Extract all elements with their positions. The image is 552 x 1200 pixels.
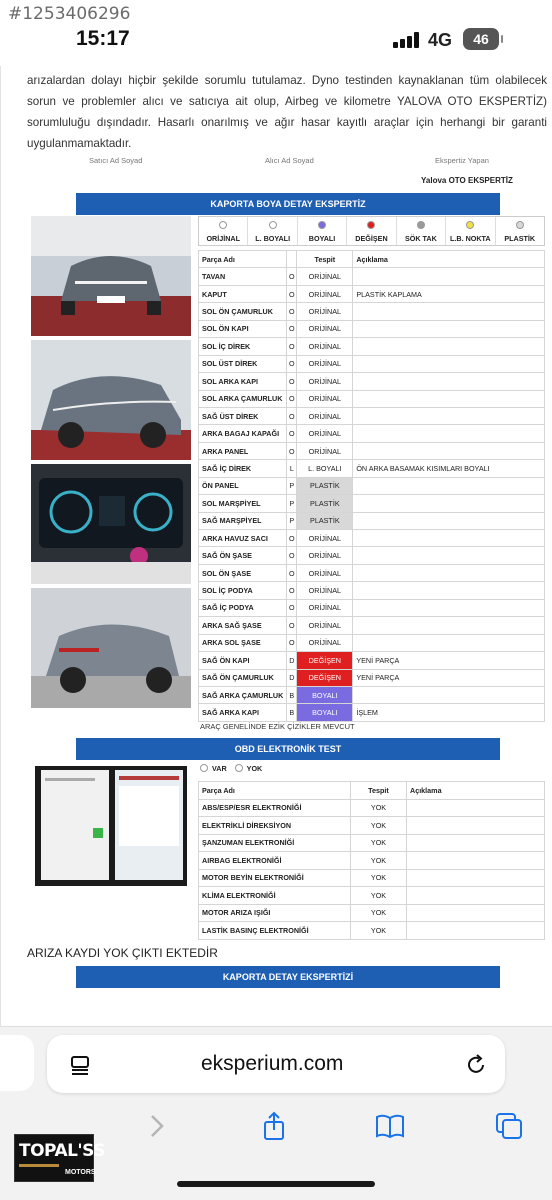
- legend-dot-icon: [417, 221, 425, 229]
- legend-dot-icon: [318, 221, 326, 229]
- general-note: ARAÇ GENELİNDE EZİK ÇİZİKLER MEVCUT: [200, 722, 355, 731]
- share-icon[interactable]: [259, 1111, 289, 1141]
- part-code: O: [287, 425, 297, 442]
- fault-note: ARIZA KAYDI YOK ÇIKTI EKTEDİR: [27, 946, 218, 960]
- obd-item-status: YOK: [351, 922, 407, 940]
- table-row: [199, 355, 545, 372]
- bookmarks-icon[interactable]: [375, 1111, 405, 1141]
- part-note: [353, 407, 545, 424]
- table-row: [199, 652, 545, 669]
- part-code: O: [287, 373, 297, 390]
- part-code: O: [287, 338, 297, 355]
- part-status: BOYALI: [297, 704, 353, 721]
- part-status: ORİJİNAL: [297, 564, 353, 581]
- part-status: ORİJİNAL: [297, 425, 353, 442]
- legend-dot-icon: [367, 221, 375, 229]
- obd-radio-group: [200, 764, 262, 773]
- watermark-id: #1253406296: [8, 4, 131, 24]
- legend-item: SÖK TAK: [397, 217, 446, 245]
- obd-item-note: [407, 904, 545, 922]
- obd-item-name: MOTOR ARIZA IŞIĞI: [199, 904, 351, 922]
- url-text[interactable]: eksperium.com: [201, 1052, 344, 1075]
- part-status: BOYALI: [297, 686, 353, 703]
- part-status: ORİJİNAL: [297, 268, 353, 285]
- obd-item-status: YOK: [351, 834, 407, 852]
- part-status: ORİJİNAL: [297, 547, 353, 564]
- seller-signature-label: Satıcı Ad Soyad: [89, 156, 143, 165]
- obd-item-name: ŞANZUMAN ELEKTRONİĞİ: [199, 834, 351, 852]
- part-code: O: [287, 268, 297, 285]
- table-row: [199, 338, 545, 355]
- obd-item-name: ELEKTRİKLİ DİREKSİYON: [199, 817, 351, 835]
- part-status: ORİJİNAL: [297, 617, 353, 634]
- legend-dot-icon: [516, 221, 524, 229]
- part-note: [353, 512, 545, 529]
- obd-item-status: YOK: [351, 904, 407, 922]
- part-note: [353, 320, 545, 337]
- table-row: [199, 477, 545, 494]
- part-name: SOL ÖN ŞASE: [199, 564, 287, 581]
- part-name: SOL İÇ PODYA: [199, 582, 287, 599]
- part-note: [353, 268, 545, 285]
- previous-tab-peek[interactable]: [0, 1035, 34, 1091]
- parts-table: [198, 250, 545, 722]
- part-name: ARKA SOL ŞASE: [199, 634, 287, 651]
- obd-section-title: OBD ELEKTRONİK TEST: [76, 738, 500, 760]
- table-row: [199, 817, 545, 835]
- header-code: [287, 251, 297, 268]
- part-status: ORİJİNAL: [297, 338, 353, 355]
- part-note: [353, 303, 545, 320]
- part-note: [353, 530, 545, 547]
- part-code: P: [287, 477, 297, 494]
- part-note: [353, 477, 545, 494]
- obd-item-note: [407, 834, 545, 852]
- legend-item: BOYALI: [298, 217, 347, 245]
- part-code: L: [287, 460, 297, 477]
- obd-header-name: Parça Adı: [199, 782, 351, 800]
- body-section-title: KAPORTA DETAY EKSPERTİZİ: [76, 966, 500, 988]
- part-status: ORİJİNAL: [297, 407, 353, 424]
- obd-yok-radio[interactable]: YOK: [235, 764, 263, 773]
- legend-item: L.B. NOKTA: [446, 217, 495, 245]
- part-status: ORİJİNAL: [297, 442, 353, 459]
- part-code: D: [287, 669, 297, 686]
- obd-item-name: MOTOR BEYİN ELEKTRONİĞİ: [199, 869, 351, 887]
- part-name: SOL İÇ DİREK: [199, 338, 287, 355]
- table-row: [199, 303, 545, 320]
- part-name: KAPUT: [199, 285, 287, 302]
- part-status: DEĞİŞEN: [297, 669, 353, 686]
- part-note: [353, 617, 545, 634]
- part-note: PLASTİK KAPLAMA: [353, 285, 545, 302]
- obd-item-status: YOK: [351, 852, 407, 870]
- legend-item: DEĞİŞEN: [347, 217, 396, 245]
- legend-item: PLASTİK: [496, 217, 544, 245]
- part-note: [353, 373, 545, 390]
- part-note: [353, 599, 545, 616]
- part-code: O: [287, 582, 297, 599]
- part-note: [353, 442, 545, 459]
- part-note: [353, 338, 545, 355]
- part-status: DEĞİŞEN: [297, 652, 353, 669]
- part-name: SOL ARKA KAPI: [199, 373, 287, 390]
- part-name: ARKA SAĞ ŞASE: [199, 617, 287, 634]
- table-row: [199, 564, 545, 581]
- part-code: O: [287, 564, 297, 581]
- part-name: SOL ÜST DİREK: [199, 355, 287, 372]
- part-status: PLASTİK: [297, 512, 353, 529]
- part-note: [353, 547, 545, 564]
- table-row: [199, 425, 545, 442]
- part-code: O: [287, 599, 297, 616]
- part-note: [353, 582, 545, 599]
- part-name: SOL ÖN KAPI: [199, 320, 287, 337]
- table-row: [199, 686, 545, 703]
- part-code: O: [287, 303, 297, 320]
- obd-item-status: YOK: [351, 869, 407, 887]
- part-status: L. BOYALI: [297, 460, 353, 477]
- part-code: O: [287, 355, 297, 372]
- battery-icon: 46: [463, 28, 499, 50]
- obd-item-status: YOK: [351, 817, 407, 835]
- clock: 15:17: [76, 27, 130, 50]
- table-row: [199, 904, 545, 922]
- obd-screen-photo[interactable]: [35, 766, 187, 886]
- obd-item-note: [407, 852, 545, 870]
- part-name: SAĞ ÖN ŞASE: [199, 547, 287, 564]
- car-side-photo[interactable]: [31, 340, 191, 460]
- header-note: Açıklama: [353, 251, 545, 268]
- reload-icon[interactable]: [465, 1054, 487, 1076]
- part-code: O: [287, 390, 297, 407]
- part-name: SAĞ MARŞPİYEL: [199, 512, 287, 529]
- part-status: PLASTİK: [297, 477, 353, 494]
- part-status: ORİJİNAL: [297, 373, 353, 390]
- dealer-logo: TOPAL'SS MOTORS: [14, 1134, 94, 1182]
- part-note: YENİ PARÇA: [353, 652, 545, 669]
- signal-icon: [393, 32, 421, 48]
- part-note: [353, 355, 545, 372]
- table-row: [199, 617, 545, 634]
- table-row: [199, 852, 545, 870]
- part-status: ORİJİNAL: [297, 355, 353, 372]
- table-row: [199, 320, 545, 337]
- part-code: O: [287, 634, 297, 651]
- part-code: O: [287, 547, 297, 564]
- table-row: [199, 460, 545, 477]
- legend-dot-icon: [466, 221, 474, 229]
- part-note: YENİ PARÇA: [353, 669, 545, 686]
- part-code: O: [287, 407, 297, 424]
- part-note: [353, 495, 545, 512]
- part-note: [353, 634, 545, 651]
- part-name: ÖN PANEL: [199, 477, 287, 494]
- tabs-icon[interactable]: [494, 1111, 524, 1141]
- obd-item-note: [407, 887, 545, 905]
- part-name: ARKA PANEL: [199, 442, 287, 459]
- report-page: [0, 66, 552, 1026]
- table-row: [199, 599, 545, 616]
- table-row: [199, 373, 545, 390]
- part-code: P: [287, 512, 297, 529]
- obd-item-name: KLİMA ELEKTRONİĞİ: [199, 887, 351, 905]
- obd-var-radio[interactable]: VAR: [200, 764, 227, 773]
- table-row: [199, 390, 545, 407]
- table-row: [199, 407, 545, 424]
- header-part-name: Parça Adı: [199, 251, 287, 268]
- part-code: D: [287, 652, 297, 669]
- part-code: B: [287, 704, 297, 721]
- legend-item: L. BOYALI: [248, 217, 297, 245]
- obd-header-note: Açıklama: [407, 782, 545, 800]
- part-status: ORİJİNAL: [297, 599, 353, 616]
- part-name: ARKA BAGAJ KAPAĞI: [199, 425, 287, 442]
- page-menu-icon[interactable]: [69, 1054, 91, 1076]
- part-name: SAĞ İÇ DİREK: [199, 460, 287, 477]
- buyer-signature-label: Alıcı Ad Soyad: [265, 156, 314, 165]
- obd-item-name: AIRBAG ELEKTRONİĞİ: [199, 852, 351, 870]
- part-status: ORİJİNAL: [297, 303, 353, 320]
- table-row: [199, 582, 545, 599]
- part-name: SOL MARŞPİYEL: [199, 495, 287, 512]
- paint-section-title: KAPORTA BOYA DETAY EKSPERTİZ: [76, 193, 500, 215]
- part-name: SAĞ ÖN KAPI: [199, 652, 287, 669]
- obd-table: [198, 781, 545, 940]
- part-name: SAĞ İÇ PODYA: [199, 599, 287, 616]
- part-code: O: [287, 617, 297, 634]
- part-name: SOL ÖN ÇAMURLUK: [199, 303, 287, 320]
- part-code: O: [287, 442, 297, 459]
- table-row: [199, 704, 545, 721]
- header-status: Tespit: [297, 251, 353, 268]
- table-row: [199, 887, 545, 905]
- table-row: [199, 799, 545, 817]
- table-row: [199, 442, 545, 459]
- obd-item-name: ABS/ESP/ESR ELEKTRONİĞİ: [199, 799, 351, 817]
- network-label: 4G: [428, 30, 453, 50]
- dashboard-photo[interactable]: [31, 464, 191, 584]
- table-header-row: [199, 251, 545, 268]
- inspector-name: Yalova OTO EKSPERTİZ: [421, 176, 513, 185]
- obd-item-name: LASTİK BASINÇ ELEKTRONİĞİ: [199, 922, 351, 940]
- part-status: PLASTİK: [297, 495, 353, 512]
- car-front-photo[interactable]: [31, 216, 191, 336]
- forward-icon[interactable]: [142, 1111, 172, 1141]
- table-row: [199, 669, 545, 686]
- table-row: [199, 285, 545, 302]
- address-bar[interactable]: [47, 1035, 505, 1093]
- part-note: İŞLEM: [353, 704, 545, 721]
- table-row: [199, 268, 545, 285]
- legend-dot-icon: [269, 221, 277, 229]
- part-note: [353, 390, 545, 407]
- obd-item-note: [407, 922, 545, 940]
- part-note: [353, 564, 545, 581]
- part-code: O: [287, 320, 297, 337]
- part-status: ORİJİNAL: [297, 285, 353, 302]
- part-status: ORİJİNAL: [297, 634, 353, 651]
- legend-item: ORİJİNAL: [199, 217, 248, 245]
- part-note: [353, 425, 545, 442]
- part-name: TAVAN: [199, 268, 287, 285]
- paint-legend: [198, 216, 545, 246]
- table-row: [199, 512, 545, 529]
- part-name: SAĞ ÜST DİREK: [199, 407, 287, 424]
- obd-item-note: [407, 817, 545, 835]
- table-row: [199, 495, 545, 512]
- inspector-signature-label: Ekspertiz Yapan: [435, 156, 489, 165]
- part-status: ORİJİNAL: [297, 530, 353, 547]
- table-row: [199, 922, 545, 940]
- part-name: SAĞ ARKA KAPI: [199, 704, 287, 721]
- intro-paragraph: arızalardan dolayı hiçbir şekilde sorumlu tutulamaz. Dyno testinden kaynaklanan tüm olabilecek sorun ve problemler alıcı ve satıcıya ait olup, Airbeg ve kilometre YALOVA OTO EKSPERTİZ) sorumluluğu dışındadır. Hasarlı onarılmış ve ağır hasar kayıtlı araçlar için herhangi bir garanti uygulanmamaktadır.: [27, 74, 547, 150]
- part-note: [353, 686, 545, 703]
- obd-item-status: YOK: [351, 799, 407, 817]
- legend-dot-icon: [219, 221, 227, 229]
- obd-header-status: Tespit: [351, 782, 407, 800]
- obd-item-note: [407, 869, 545, 887]
- part-status: ORİJİNAL: [297, 390, 353, 407]
- part-name: SOL ARKA ÇAMURLUK: [199, 390, 287, 407]
- part-code: P: [287, 495, 297, 512]
- part-name: ARKA HAVUZ SACI: [199, 530, 287, 547]
- part-code: O: [287, 285, 297, 302]
- part-code: B: [287, 686, 297, 703]
- part-name: SAĞ ARKA ÇAMURLUK: [199, 686, 287, 703]
- car-rear-photo[interactable]: [31, 588, 191, 708]
- part-status: ORİJİNAL: [297, 582, 353, 599]
- table-row: [199, 547, 545, 564]
- part-status: ORİJİNAL: [297, 320, 353, 337]
- obd-header-row: [199, 782, 545, 800]
- part-code: O: [287, 530, 297, 547]
- table-row: [199, 634, 545, 651]
- table-row: [199, 869, 545, 887]
- part-note: ÖN ARKA BASAMAK KISIMLARI BOYALI: [353, 460, 545, 477]
- table-row: [199, 834, 545, 852]
- obd-item-status: YOK: [351, 887, 407, 905]
- part-name: SAĞ ÖN ÇAMURLUK: [199, 669, 287, 686]
- home-indicator[interactable]: [177, 1181, 375, 1187]
- obd-item-note: [407, 799, 545, 817]
- table-row: [199, 530, 545, 547]
